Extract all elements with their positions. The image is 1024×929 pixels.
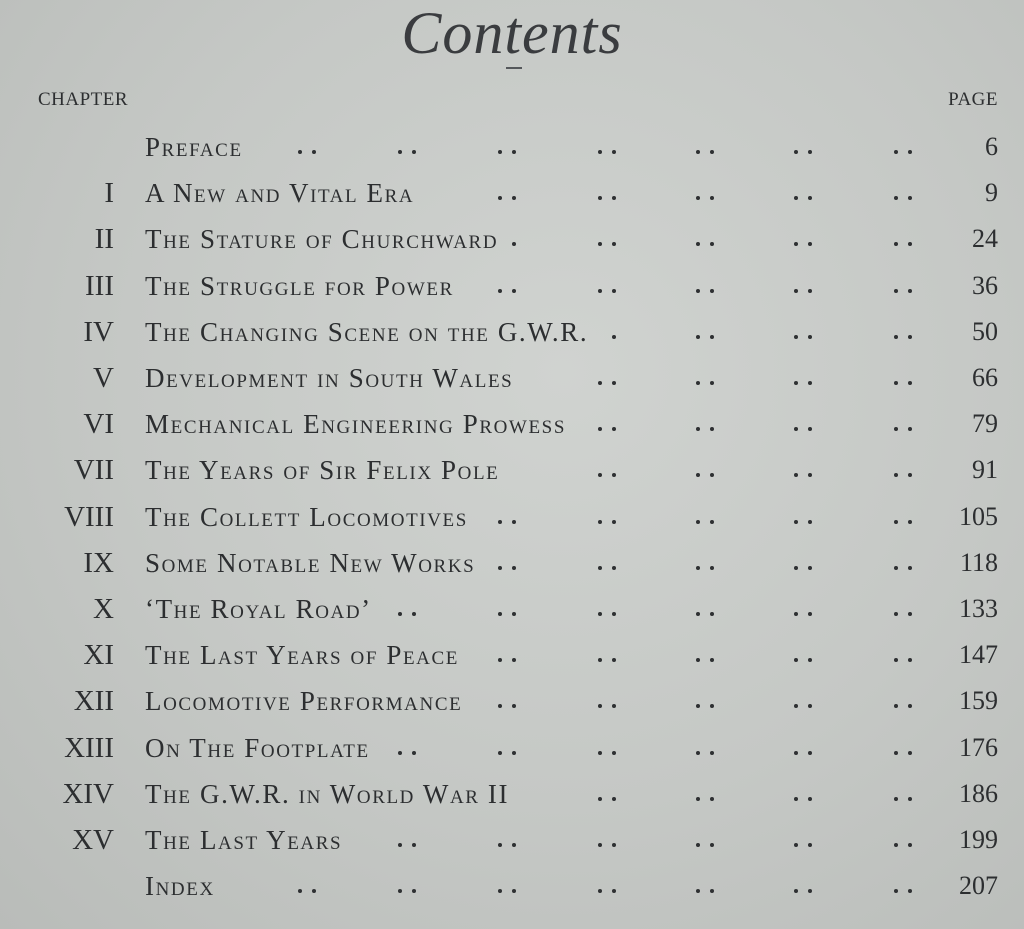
toc-entry[interactable]	[0, 494, 1024, 540]
leader-dot	[512, 289, 516, 293]
leader-dot	[512, 751, 516, 755]
chapter-title: The Years of Sir Felix Pole	[145, 455, 500, 486]
toc-entry-preface[interactable]	[0, 124, 1024, 170]
page-column-header: PAGE	[948, 89, 998, 110]
leader-dot	[696, 289, 700, 293]
leader-dot	[894, 889, 898, 893]
leader-dot	[412, 843, 416, 847]
leader-dot	[908, 843, 912, 847]
leader-dot	[298, 889, 302, 893]
leader-dot	[696, 150, 700, 154]
leader-dot	[894, 797, 898, 801]
leader-dot	[710, 889, 714, 893]
leader-dot	[894, 427, 898, 431]
leader-dot	[512, 520, 516, 524]
chapter-title: The Last Years of Peace	[145, 640, 459, 671]
leader-dot	[696, 658, 700, 662]
page-number: 118	[959, 547, 998, 577]
leader-dot	[412, 150, 416, 154]
leader-dot	[710, 520, 714, 524]
leader-dot	[794, 473, 798, 477]
leader-dot	[794, 381, 798, 385]
toc-entry[interactable]	[0, 817, 1024, 863]
page-number: 9	[985, 178, 998, 208]
leader-dot	[598, 704, 602, 708]
leader-dot	[398, 751, 402, 755]
leader-dot	[512, 704, 516, 708]
page-number: 176	[959, 732, 998, 762]
leader-dot	[298, 150, 302, 154]
leader-dot	[312, 889, 316, 893]
leader-dot	[710, 797, 714, 801]
leader-dot	[908, 889, 912, 893]
chapter-number: XV	[72, 824, 114, 856]
leader-dot	[710, 473, 714, 477]
leader-dot	[398, 612, 402, 616]
leader-dot	[710, 566, 714, 570]
leader-dot	[598, 843, 602, 847]
leader-dot	[498, 612, 502, 616]
leader-dot	[908, 473, 912, 477]
leader-dot	[894, 473, 898, 477]
leader-dot	[512, 196, 516, 200]
leader-dot	[512, 612, 516, 616]
leader-dot	[908, 427, 912, 431]
leader-dot	[908, 150, 912, 154]
leader-dot	[412, 889, 416, 893]
leader-dot	[794, 335, 798, 339]
leader-dot	[808, 150, 812, 154]
leader-dot	[612, 196, 616, 200]
leader-dot	[894, 196, 898, 200]
leader-dot	[908, 704, 912, 708]
leader-dot	[598, 381, 602, 385]
leader-dot	[794, 751, 798, 755]
leader-dot	[598, 751, 602, 755]
leader-dot	[598, 196, 602, 200]
leader-dot	[710, 196, 714, 200]
leader-dot	[908, 520, 912, 524]
leader-dot	[794, 889, 798, 893]
leader-dot	[908, 196, 912, 200]
leader-dot	[612, 242, 616, 246]
chapter-number: IV	[83, 315, 114, 348]
toc-entry[interactable]	[0, 170, 1024, 216]
chapter-title: The Collett Locomotives	[145, 501, 468, 532]
page-number: 50	[972, 316, 998, 346]
toc-entry-index[interactable]	[0, 863, 1024, 909]
leader-dot	[908, 381, 912, 385]
toc-entry[interactable]	[0, 401, 1024, 447]
chapter-title: The Struggle for Power	[145, 270, 454, 301]
leader-dot	[894, 843, 898, 847]
page-number: 159	[959, 686, 998, 716]
leader-dot	[612, 150, 616, 154]
leader-dot	[894, 335, 898, 339]
leader-dot	[398, 843, 402, 847]
page-number: 207	[959, 871, 998, 901]
leader-dot	[710, 150, 714, 154]
page-title: Contents	[401, 0, 623, 66]
chapter-title: Some Notable New Works	[145, 547, 476, 578]
leader-dot	[696, 566, 700, 570]
page-number: 186	[959, 778, 998, 808]
leader-dot	[808, 797, 812, 801]
leader-dot	[894, 751, 898, 755]
leader-dot	[598, 520, 602, 524]
chapter-number: V	[93, 362, 114, 394]
leader-dot	[808, 335, 812, 339]
toc-entry[interactable]	[0, 725, 1024, 771]
leader-dot	[794, 612, 798, 616]
leader-dot	[498, 289, 502, 293]
leader-dot	[894, 566, 898, 570]
leader-dot	[696, 381, 700, 385]
leader-dot	[612, 751, 616, 755]
leader-dot	[908, 612, 912, 616]
leader-dot	[498, 566, 502, 570]
leader-dot	[696, 242, 700, 246]
leader-dot	[710, 704, 714, 708]
chapter-title: ‘The Royal Road’	[145, 594, 372, 624]
page-number: 105	[959, 501, 998, 531]
page-number: 6	[985, 132, 998, 161]
toc-entry[interactable]	[0, 586, 1024, 632]
page-number: 133	[959, 594, 998, 623]
leader-dot	[598, 242, 602, 246]
leader-dot	[894, 150, 898, 154]
leader-dot	[696, 704, 700, 708]
leader-dot	[794, 242, 798, 246]
leader-dot	[908, 566, 912, 570]
page-number: 79	[972, 409, 998, 439]
leader-dot	[794, 658, 798, 662]
chapter-number: X	[93, 593, 114, 625]
leader-dot	[498, 889, 502, 893]
leader-dot	[598, 797, 602, 801]
toc-entry[interactable]	[0, 540, 1024, 586]
leader-dot	[612, 612, 616, 616]
leader-dot	[696, 196, 700, 200]
leader-dot	[894, 612, 898, 616]
page-number: 66	[972, 363, 998, 392]
leader-dot	[512, 889, 516, 893]
chapter-number: VIII	[64, 500, 114, 533]
leader-dot	[710, 335, 714, 339]
chapter-number: VI	[83, 408, 114, 441]
leader-dot	[908, 797, 912, 801]
chapter-title: The Last Years	[145, 825, 343, 855]
leader-dot	[612, 843, 616, 847]
leader-dot	[696, 520, 700, 524]
chapter-title: The G.W.R. in World War II	[145, 778, 510, 809]
leader-dot	[710, 427, 714, 431]
leader-dot	[794, 566, 798, 570]
leader-dot	[598, 889, 602, 893]
chapter-number: XII	[73, 685, 114, 718]
toc-entry[interactable]	[0, 355, 1024, 401]
toc-entry[interactable]	[0, 771, 1024, 817]
leader-dot	[312, 150, 316, 154]
chapter-column-header: CHAPTER	[38, 89, 129, 110]
leader-dot	[696, 843, 700, 847]
leader-dot	[598, 612, 602, 616]
leader-dot	[908, 289, 912, 293]
leader-dot	[710, 658, 714, 662]
chapter-number: XI	[83, 639, 114, 672]
page-number: 36	[972, 270, 998, 300]
leader-dot	[512, 150, 516, 154]
title-rule	[506, 67, 522, 69]
leader-dot	[696, 473, 700, 477]
leader-dot	[696, 612, 700, 616]
leader-dot	[808, 473, 812, 477]
chapter-title: Locomotive Performance	[145, 686, 463, 717]
leader-dot	[794, 797, 798, 801]
chapter-title: Index	[145, 871, 215, 902]
leader-dot	[808, 427, 812, 431]
leader-dot	[498, 843, 502, 847]
leader-dot	[498, 150, 502, 154]
leader-dot	[612, 704, 616, 708]
leader-dot	[808, 242, 812, 246]
leader-dot	[710, 612, 714, 616]
leader-dot	[808, 289, 812, 293]
leader-dot	[808, 658, 812, 662]
leader-dot	[808, 751, 812, 755]
leader-dot	[808, 196, 812, 200]
leader-dot	[498, 196, 502, 200]
leader-dot	[808, 704, 812, 708]
leader-dot	[894, 242, 898, 246]
leader-dot	[498, 704, 502, 708]
leader-dot	[498, 658, 502, 662]
leader-dot	[808, 566, 812, 570]
page-number: 199	[959, 825, 998, 854]
leader-dot	[612, 289, 616, 293]
toc-entry[interactable]	[0, 309, 1024, 355]
leader-dot	[894, 381, 898, 385]
leader-dot	[398, 150, 402, 154]
leader-dot	[794, 289, 798, 293]
page-number: 91	[972, 455, 998, 485]
leader-dot	[794, 704, 798, 708]
leader-dot	[612, 381, 616, 385]
leader-dot	[696, 797, 700, 801]
leader-dot	[512, 242, 516, 246]
leader-dot	[612, 658, 616, 662]
leader-dot	[598, 150, 602, 154]
chapter-number: IX	[83, 546, 114, 579]
leader-dot	[894, 658, 898, 662]
chapter-title: The Changing Scene on the G.W.R.	[145, 316, 589, 347]
leader-dot	[398, 889, 402, 893]
leader-dot	[612, 335, 616, 339]
leader-dot	[512, 566, 516, 570]
leader-dot	[612, 889, 616, 893]
toc-entry[interactable]	[0, 216, 1024, 262]
leader-dot	[412, 612, 416, 616]
chapter-title: Development in South Wales	[145, 363, 514, 393]
leader-dot	[598, 427, 602, 431]
leader-dot	[808, 520, 812, 524]
chapter-title: On The Footplate	[145, 732, 370, 763]
leader-dot	[598, 289, 602, 293]
leader-dot	[808, 381, 812, 385]
leader-dot	[710, 242, 714, 246]
chapter-number: XIII	[64, 731, 114, 764]
leader-dot	[710, 289, 714, 293]
leader-dot	[894, 520, 898, 524]
leader-dot	[696, 335, 700, 339]
leader-dot	[498, 751, 502, 755]
leader-dot	[894, 704, 898, 708]
leader-dot	[908, 658, 912, 662]
leader-dot	[512, 658, 516, 662]
chapter-number: III	[85, 269, 114, 302]
chapter-number: I	[104, 177, 114, 210]
leader-dot	[794, 843, 798, 847]
leader-dot	[696, 889, 700, 893]
chapter-title: The Stature of Churchward	[145, 224, 499, 255]
leader-dot	[512, 843, 516, 847]
leader-dot	[598, 658, 602, 662]
toc-entry[interactable]	[0, 263, 1024, 309]
leader-dot	[808, 843, 812, 847]
leader-dot	[696, 427, 700, 431]
toc-entry[interactable]	[0, 447, 1024, 493]
leader-dot	[794, 196, 798, 200]
leader-dot	[808, 889, 812, 893]
chapter-title: Preface	[145, 132, 243, 162]
page-number: 147	[959, 640, 998, 670]
leader-dot	[894, 289, 898, 293]
leader-dot	[908, 335, 912, 339]
leader-dot	[598, 566, 602, 570]
toc-entry[interactable]	[0, 632, 1024, 678]
leader-dot	[808, 612, 812, 616]
leader-dot	[612, 566, 616, 570]
leader-dot	[612, 473, 616, 477]
toc-entry[interactable]	[0, 678, 1024, 724]
leader-dot	[710, 843, 714, 847]
leader-dot	[598, 473, 602, 477]
leader-dot	[710, 381, 714, 385]
chapter-number: II	[94, 223, 114, 256]
leader-dot	[908, 751, 912, 755]
chapter-title: A New and Vital Era	[145, 178, 415, 209]
leader-dot	[612, 427, 616, 431]
leader-dot	[612, 520, 616, 524]
leader-dot	[908, 242, 912, 246]
leader-dot	[794, 520, 798, 524]
leader-dot	[612, 797, 616, 801]
page-number: 24	[972, 224, 998, 254]
leader-dot	[710, 751, 714, 755]
leader-dot	[696, 751, 700, 755]
leader-dot	[412, 751, 416, 755]
leader-dot	[794, 427, 798, 431]
chapter-title: Mechanical Engineering Prowess	[145, 409, 566, 440]
leader-dot	[794, 150, 798, 154]
chapter-number: XIV	[62, 777, 114, 810]
leader-dot	[498, 520, 502, 524]
chapter-number: VII	[73, 454, 114, 487]
